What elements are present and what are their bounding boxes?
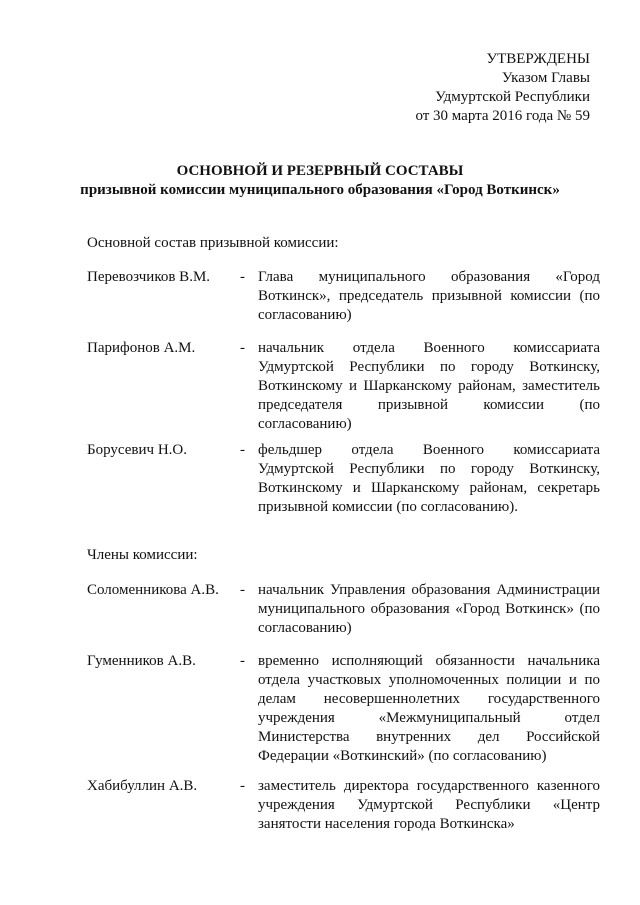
member-entry xyxy=(87,777,600,834)
member-entry xyxy=(87,441,600,517)
approval-date: от 30 марта 2016 года № 59 xyxy=(415,108,590,124)
member-role: Глава муниципального образования «Город Воткинск», председатель призывной комиссии (по согласованию) xyxy=(258,269,600,323)
document-title xyxy=(0,162,640,200)
member-name: Гуменников А.В. xyxy=(87,653,196,669)
member-role: начальник отдела Военного комиссариата Удмуртской Республики по городу Воткинску, Воткинскому и Шарканскому районам, заместитель председателя призывной комиссии (по согласованию) xyxy=(258,340,600,432)
member-dash: - xyxy=(240,340,245,356)
member-dash: - xyxy=(240,269,245,285)
document-title-sub: призывной комиссии муниципального образования «Город Воткинск» xyxy=(80,182,560,198)
approval-stamp-block xyxy=(415,50,590,126)
member-name: Парифонов А.М. xyxy=(87,340,196,356)
member-name: Хабибуллин А.В. xyxy=(87,778,198,794)
main-section-heading: Основной состав призывной комиссии: xyxy=(87,235,339,251)
member-dash: - xyxy=(240,582,245,598)
member-name: Перевозчиков В.М. xyxy=(87,269,211,285)
member-name: Борусевич Н.О. xyxy=(87,442,187,458)
approval-region: Удмуртской Республики xyxy=(435,89,590,105)
member-role: временно исполняющий обязанности начальника отдела участковых уполномоченных полиции и по делам несовершеннолетних государственного учреждения «Межмуниципальный отдел Министерства внутренних дел Российской Федерации «Воткинский» (по согласованию) xyxy=(258,653,600,764)
member-entry xyxy=(87,652,600,766)
member-role: заместитель директора государственного казенного учреждения Удмуртской Республики «Центр занятости населения города Воткинска» xyxy=(258,778,600,832)
member-dash: - xyxy=(240,653,245,669)
member-name: Соломенникова А.В. xyxy=(87,582,219,598)
member-entry xyxy=(87,581,600,638)
member-role: фельдшер отдела Военного комиссариата Удмуртской Республики по городу Воткинску, Воткинскому и Шарканскому районам, секретарь призывной комиссии (по согласованию). xyxy=(258,442,600,515)
members-section-heading: Члены комиссии: xyxy=(87,547,198,563)
member-dash: - xyxy=(240,442,245,458)
member-entry xyxy=(87,339,600,434)
member-entry xyxy=(87,268,600,325)
approval-authority: Указом Главы xyxy=(501,70,590,86)
member-dash: - xyxy=(240,778,245,794)
member-role: начальник Управления образования Администрации муниципального образования «Город Воткинск» (по согласованию) xyxy=(258,582,600,636)
approval-status: УТВЕРЖДЕНЫ xyxy=(486,51,590,67)
document-title-main: ОСНОВНОЙ И РЕЗЕРВНЫЙ СОСТАВЫ xyxy=(176,163,464,179)
